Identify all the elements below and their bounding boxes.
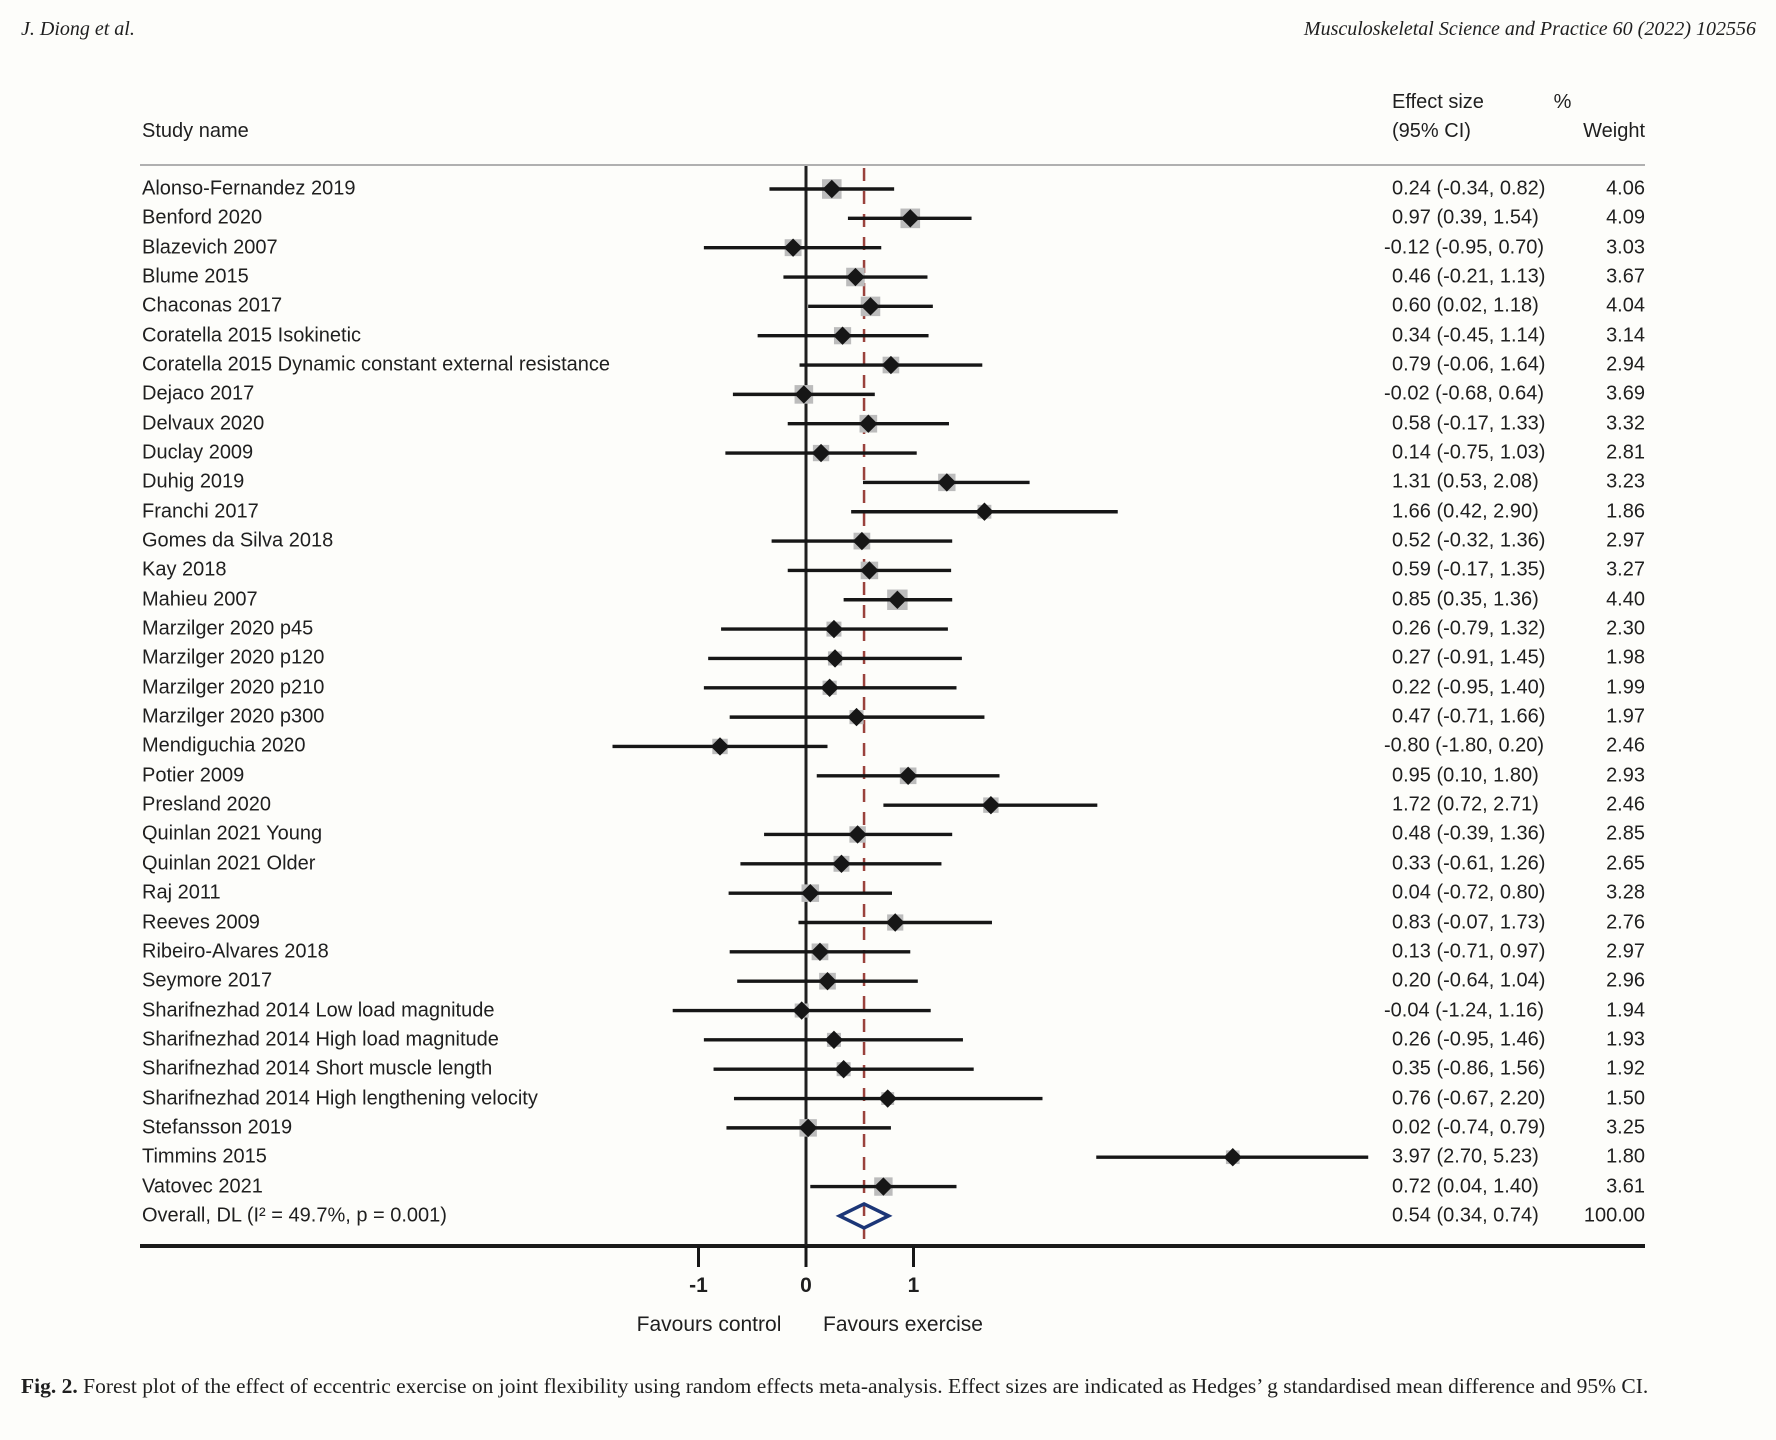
study-name: Mahieu 2007 [142, 588, 258, 611]
study-name: Reeves 2009 [142, 911, 260, 933]
effect-size-value: 0.26 (-0.79, 1.32) [1392, 617, 1546, 640]
study-name: Coratella 2015 Dynamic constant external resistance [142, 353, 611, 376]
weight-value: 1.93 [1606, 1028, 1645, 1051]
column-header-weight-line2: Weight [1583, 120, 1645, 142]
effect-size-value: -0.04 (-1.24, 1.16) [1384, 999, 1545, 1022]
study-name: Duclay 2009 [142, 441, 254, 464]
axis-tick-label: 0 [800, 1274, 812, 1297]
figure-caption-tag: Fig. 2. [21, 1374, 78, 1398]
study-name: Marzilger 2020 p120 [142, 646, 325, 669]
weight-value: 1.97 [1606, 705, 1645, 728]
weight-value: 1.86 [1606, 500, 1645, 523]
weight-value: 1.92 [1606, 1057, 1645, 1080]
study-name: Sharifnezhad 2014 High lengthening velocity [142, 1087, 538, 1110]
study-name: Duhig 2019 [142, 470, 245, 493]
study-name: Timmins 2015 [142, 1145, 267, 1168]
weight-value: 1.80 [1606, 1145, 1645, 1168]
weight-value: 1.50 [1606, 1087, 1645, 1110]
weight-value: 3.25 [1606, 1116, 1645, 1139]
effect-size-value: 0.60 (0.02, 1.18) [1392, 294, 1539, 317]
study-name: Ribeiro-Alvares 2018 [142, 940, 329, 963]
effect-size-value: 0.34 (-0.45, 1.14) [1392, 324, 1546, 347]
weight-value: 3.14 [1606, 324, 1645, 347]
weight-value: 4.04 [1606, 294, 1645, 317]
study-name: Quinlan 2021 Young [142, 822, 323, 845]
weight-value: 4.09 [1606, 206, 1645, 229]
effect-size-value: 0.59 (-0.17, 1.35) [1392, 558, 1546, 581]
study-name: Blume 2015 [142, 265, 249, 288]
weight-value: 2.46 [1606, 793, 1645, 816]
study-name: Overall, DL (I² = 49.7%, p = 0.001) [142, 1204, 447, 1227]
weight-value: 3.03 [1606, 236, 1645, 259]
weight-value: 2.97 [1606, 940, 1645, 963]
study-name: Mendiguchia 2020 [142, 734, 306, 757]
weight-value: 3.27 [1606, 558, 1645, 581]
study-name: Sharifnezhad 2014 High load magnitude [142, 1028, 499, 1051]
weight-value: 2.30 [1606, 617, 1645, 640]
weight-value: 3.32 [1606, 412, 1645, 435]
effect-size-value: 0.27 (-0.91, 1.45) [1392, 646, 1546, 669]
weight-value: 100.00 [1583, 1204, 1645, 1227]
study-name: Vatovec 2021 [142, 1175, 263, 1198]
weight-value: 1.94 [1606, 999, 1645, 1022]
effect-size-value: 1.72 (0.72, 2.71) [1392, 793, 1539, 816]
effect-size-value: 1.31 (0.53, 2.08) [1392, 470, 1539, 493]
weight-value: 3.23 [1606, 470, 1645, 493]
study-name: Kay 2018 [142, 558, 227, 581]
weight-value: 2.76 [1606, 911, 1645, 933]
effect-size-value: 3.97 (2.70, 5.23) [1392, 1145, 1539, 1168]
effect-size-value: 0.35 (-0.86, 1.56) [1392, 1057, 1546, 1080]
column-header-study-name: Study name [142, 120, 249, 142]
study-name: Seymore 2017 [142, 969, 273, 992]
study-name: Gomes da Silva 2018 [142, 529, 334, 552]
study-name: Potier 2009 [142, 764, 245, 787]
study-name: Marzilger 2020 p210 [142, 676, 325, 699]
favours-exercise-label: Favours exercise [823, 1313, 983, 1336]
study-name: Marzilger 2020 p45 [142, 617, 314, 640]
effect-size-value: 0.02 (-0.74, 0.79) [1392, 1116, 1546, 1139]
effect-size-value: 0.54 (0.34, 0.74) [1392, 1204, 1539, 1227]
study-name: Benford 2020 [142, 206, 263, 229]
effect-size-value: -0.80 (-1.80, 0.20) [1384, 734, 1545, 757]
weight-value: 2.85 [1606, 822, 1645, 845]
study-name: Delvaux 2020 [142, 412, 265, 435]
effect-size-value: 0.20 (-0.64, 1.04) [1392, 969, 1546, 992]
study-name: Coratella 2015 Isokinetic [142, 324, 362, 347]
weight-value: 2.97 [1606, 529, 1645, 552]
effect-size-value: 0.97 (0.39, 1.54) [1392, 206, 1539, 229]
effect-size-value: 0.04 (-0.72, 0.80) [1392, 881, 1546, 904]
study-name: Sharifnezhad 2014 Low load magnitude [142, 999, 495, 1022]
weight-value: 2.65 [1606, 852, 1645, 875]
effect-size-value: 0.14 (-0.75, 1.03) [1392, 441, 1546, 464]
study-name: Sharifnezhad 2014 Short muscle length [142, 1057, 493, 1080]
study-name: Stefansson 2019 [142, 1116, 293, 1139]
effect-size-value: -0.02 (-0.68, 0.64) [1384, 382, 1545, 405]
effect-size-value: 0.48 (-0.39, 1.36) [1392, 822, 1546, 845]
column-header-effect-size-line2: (95% CI) [1392, 120, 1471, 142]
effect-size-value: 0.26 (-0.95, 1.46) [1392, 1028, 1546, 1051]
study-name: Dejaco 2017 [142, 382, 255, 405]
study-name: Quinlan 2021 Older [142, 852, 316, 875]
study-name: Chaconas 2017 [142, 294, 283, 317]
favours-control-label: Favours control [636, 1313, 782, 1336]
weight-value: 2.94 [1606, 353, 1645, 376]
effect-size-value: 0.79 (-0.06, 1.64) [1392, 353, 1546, 376]
study-name: Franchi 2017 [142, 500, 259, 523]
figure-caption [21, 1366, 1763, 1406]
column-header-effect-size-line1: Effect size [1392, 91, 1484, 113]
column-header-weight-line1: % [1553, 91, 1572, 113]
figure-caption-text: Forest plot of the effect of eccentric exercise on joint flexibility using random effects meta-analysis. Effect sizes are indicated as Hedges’ g standardised mean difference and 95% CI. [83, 1374, 1649, 1398]
effect-size-value: 0.33 (-0.61, 1.26) [1392, 852, 1546, 875]
page-author-header: J. Diong et al. [21, 18, 135, 40]
effect-size-value: 0.22 (-0.95, 1.40) [1392, 676, 1546, 699]
effect-size-value: 0.13 (-0.71, 0.97) [1392, 940, 1546, 963]
study-name: Blazevich 2007 [142, 236, 278, 259]
weight-value: 4.40 [1606, 588, 1645, 611]
weight-value: 2.81 [1606, 441, 1645, 464]
weight-value: 3.67 [1606, 265, 1645, 288]
weight-value: 3.61 [1606, 1175, 1645, 1198]
weight-value: 3.69 [1606, 382, 1645, 405]
effect-size-value: -0.12 (-0.95, 0.70) [1384, 236, 1545, 259]
study-name: Marzilger 2020 p300 [142, 705, 325, 728]
weight-value: 4.06 [1606, 177, 1645, 200]
effect-size-value: 0.76 (-0.67, 2.20) [1392, 1087, 1546, 1110]
effect-size-value: 0.24 (-0.34, 0.82) [1392, 177, 1546, 200]
weight-value: 2.96 [1606, 969, 1645, 992]
effect-size-value: 0.52 (-0.32, 1.36) [1392, 529, 1546, 552]
effect-size-value: 0.83 (-0.07, 1.73) [1392, 911, 1546, 933]
effect-size-value: 1.66 (0.42, 2.90) [1392, 500, 1539, 523]
effect-size-value: 0.95 (0.10, 1.80) [1392, 764, 1539, 787]
weight-value: 1.98 [1606, 646, 1645, 669]
page-journal-header: Musculoskeletal Science and Practice 60 (2022) 102556 [1303, 18, 1756, 40]
axis-tick-label: 1 [907, 1274, 920, 1297]
weight-value: 2.46 [1606, 734, 1645, 757]
study-name: Raj 2011 [142, 881, 221, 904]
effect-size-value: 0.47 (-0.71, 1.66) [1392, 705, 1546, 728]
weight-value: 1.99 [1606, 676, 1645, 699]
axis-tick-label: -1 [689, 1274, 708, 1297]
effect-size-value: 0.85 (0.35, 1.36) [1392, 588, 1539, 611]
weight-value: 2.93 [1606, 764, 1645, 787]
effect-size-value: 0.58 (-0.17, 1.33) [1392, 412, 1546, 435]
study-name: Presland 2020 [142, 793, 271, 816]
study-name: Alonso-Fernandez 2019 [142, 177, 356, 200]
effect-size-value: 0.46 (-0.21, 1.13) [1392, 265, 1546, 288]
effect-size-value: 0.72 (0.04, 1.40) [1392, 1175, 1539, 1198]
weight-value: 3.28 [1606, 881, 1645, 904]
